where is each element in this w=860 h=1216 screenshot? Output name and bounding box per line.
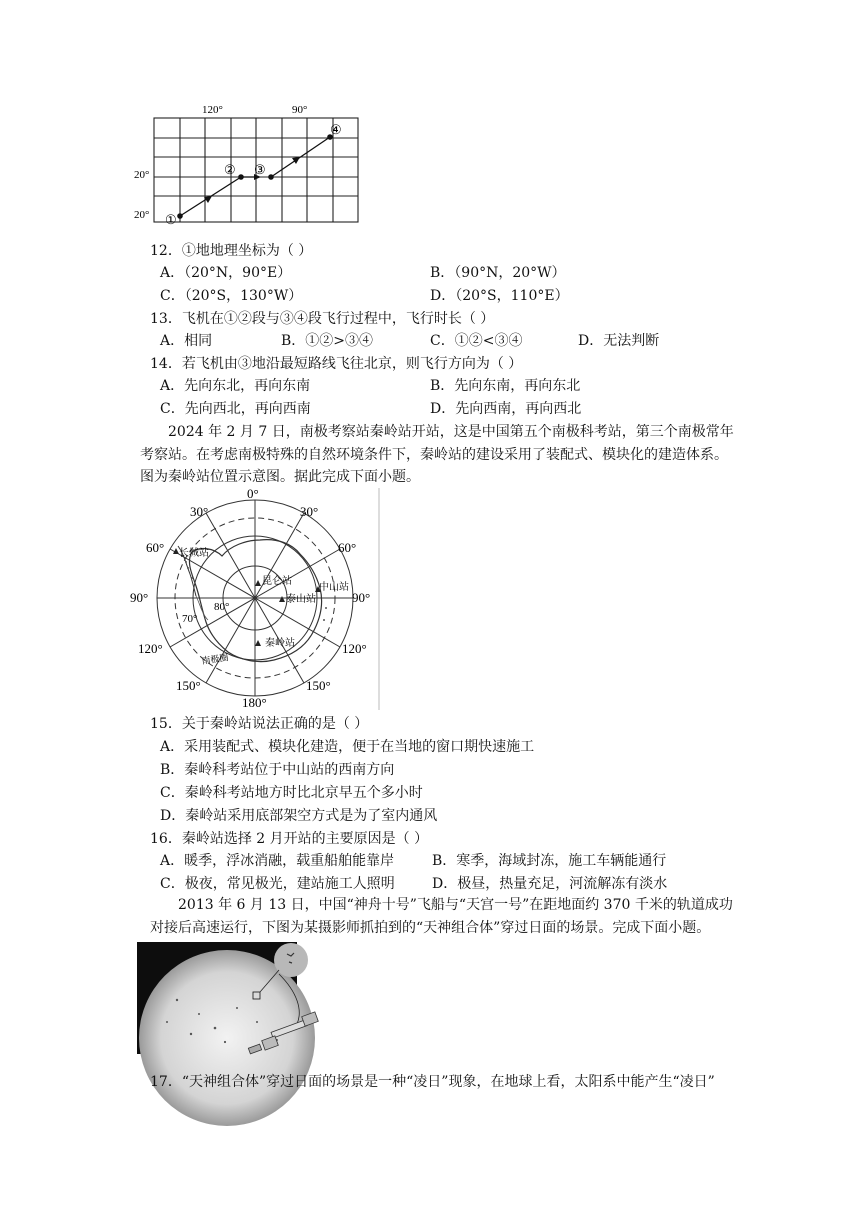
grid-left-label-upper: 20° — [134, 169, 150, 181]
grid-point-2: ② — [224, 162, 236, 177]
q12-option-a[interactable]: A．（20°N，90°E） — [160, 265, 292, 281]
passage-tianshen: 2013 年 6 月 13 日，中国“神舟十号”飞船与“天宫一号”在距地面约 370 千米的轨道成功对接后高速运行，下图为某摄影师抓拍到的“天神组合体”穿过日面的场景。完成下面小题。 — [150, 897, 733, 936]
grid-point-4: ④ — [330, 122, 342, 137]
q16-option-d[interactable]: D．极昼，热量充足，河流解冻有淡水 — [432, 876, 668, 892]
grid-map-figure — [134, 100, 360, 227]
q14-option-d[interactable]: D．先向西南，再向西北 — [430, 401, 582, 417]
q16-option-a[interactable]: A．暖季，浮冰消融，载重船舶能靠岸 — [160, 853, 395, 869]
q15-option-c[interactable]: C．秦岭科考站地方时比北京早五个多小时 — [160, 785, 423, 801]
lon-label-60e: 60° — [338, 540, 357, 555]
lat-label-70: 70° — [182, 613, 198, 625]
station-changcheng: 长城站 — [179, 548, 209, 559]
q17-stem: 17．“天神组合体”穿过日面的场景是一种“凌日”现象，在地球上看，太阳系中能产生“凌日” — [150, 1074, 715, 1090]
q15-option-d[interactable]: D．秦岭站采用底部架空方式是为了室内通风 — [160, 808, 438, 824]
lon-label-0: 0° — [247, 486, 259, 501]
q12-option-b[interactable]: B．（90°N，20°W） — [430, 265, 566, 281]
q15-option-a[interactable]: A．采用装配式、模块化建造，便于在当地的窗口期快速施工 — [160, 739, 535, 755]
q15-option-b[interactable]: B．秦岭科考站位于中山站的西南方向 — [160, 762, 395, 778]
grid-point-3: ③ — [254, 162, 266, 177]
station-kunlun: 昆仑站 — [262, 576, 292, 587]
station-zhongshan: 中山站 — [319, 582, 349, 593]
grid-left-label-lower: 20° — [134, 209, 150, 221]
q16-option-c[interactable]: C．极夜，常见极光，建站施工人照明 — [160, 876, 395, 892]
grid-top-label-90: 90° — [292, 104, 308, 116]
q14-stem: 14．若飞机由③地沿最短路线飞往北京，则飞行方向为（ ） — [150, 356, 523, 372]
q16-option-b[interactable]: B．寒季，海域封冻，施工车辆能通行 — [432, 853, 667, 869]
q14-option-c[interactable]: C．先向西北，再向西南 — [160, 401, 311, 417]
lon-label-30w: 30° — [190, 504, 209, 519]
station-taishan: 泰山站 — [286, 594, 316, 605]
lon-label-120e: 120° — [342, 641, 367, 656]
q16-stem: 16．秦岭站选择 2 月开站的主要原因是（ ） — [150, 831, 429, 847]
sun-transit-photo — [137, 942, 333, 1054]
q13-option-a[interactable]: A．相同 — [160, 333, 213, 349]
q14-option-a[interactable]: A．先向东北，再向东南 — [160, 378, 311, 394]
grid-point-1: ① — [165, 212, 177, 227]
q13-option-c[interactable]: C．①②<③④ — [430, 333, 523, 349]
q14-option-b[interactable]: B．先向东南，再向东北 — [430, 378, 581, 394]
q13-option-d[interactable]: D．无法判断 — [578, 333, 660, 349]
lon-label-90e: 90° — [352, 590, 371, 605]
lat-label-80: 80° — [214, 601, 230, 613]
q12-option-c[interactable]: C．（20°S，130°W） — [160, 288, 303, 304]
q13-stem: 13．飞机在①②段与③④段飞行过程中，飞行时长（ ） — [150, 311, 495, 327]
q13-option-b[interactable]: B．①②>③④ — [281, 333, 374, 349]
q12-option-d[interactable]: D．（20°S，110°E） — [430, 288, 569, 304]
lon-label-60w: 60° — [146, 540, 165, 555]
antarctic-polar-map — [130, 488, 380, 710]
q12-stem: 12．①地地理坐标为（ ） — [150, 243, 313, 259]
lon-label-150e: 150° — [306, 678, 331, 693]
grid-top-label-120: 120° — [202, 104, 223, 116]
passage-qinling: 2024 年 2 月 7 日，南极考察站秦岭站开站，这是中国第五个南极科考站，第三个南极常年考察站。在考虑南极特殊的自然环境条件下，秦岭站的建设采用了装配式、模块化的建造体系。图为秦岭站位置示意图。据此完成下面小题。 — [140, 424, 734, 485]
q15-stem: 15．关于秦岭站说法正确的是（ ） — [150, 716, 369, 732]
lon-label-180: 180° — [242, 695, 267, 710]
lon-label-30e: 30° — [300, 504, 319, 519]
lon-label-90w: 90° — [130, 590, 149, 605]
lon-label-150w: 150° — [176, 678, 201, 693]
station-qinling: 秦岭站 — [265, 638, 295, 649]
antarctic-circle-label: 南极圈 — [200, 652, 230, 666]
lon-label-120w: 120° — [138, 641, 163, 656]
